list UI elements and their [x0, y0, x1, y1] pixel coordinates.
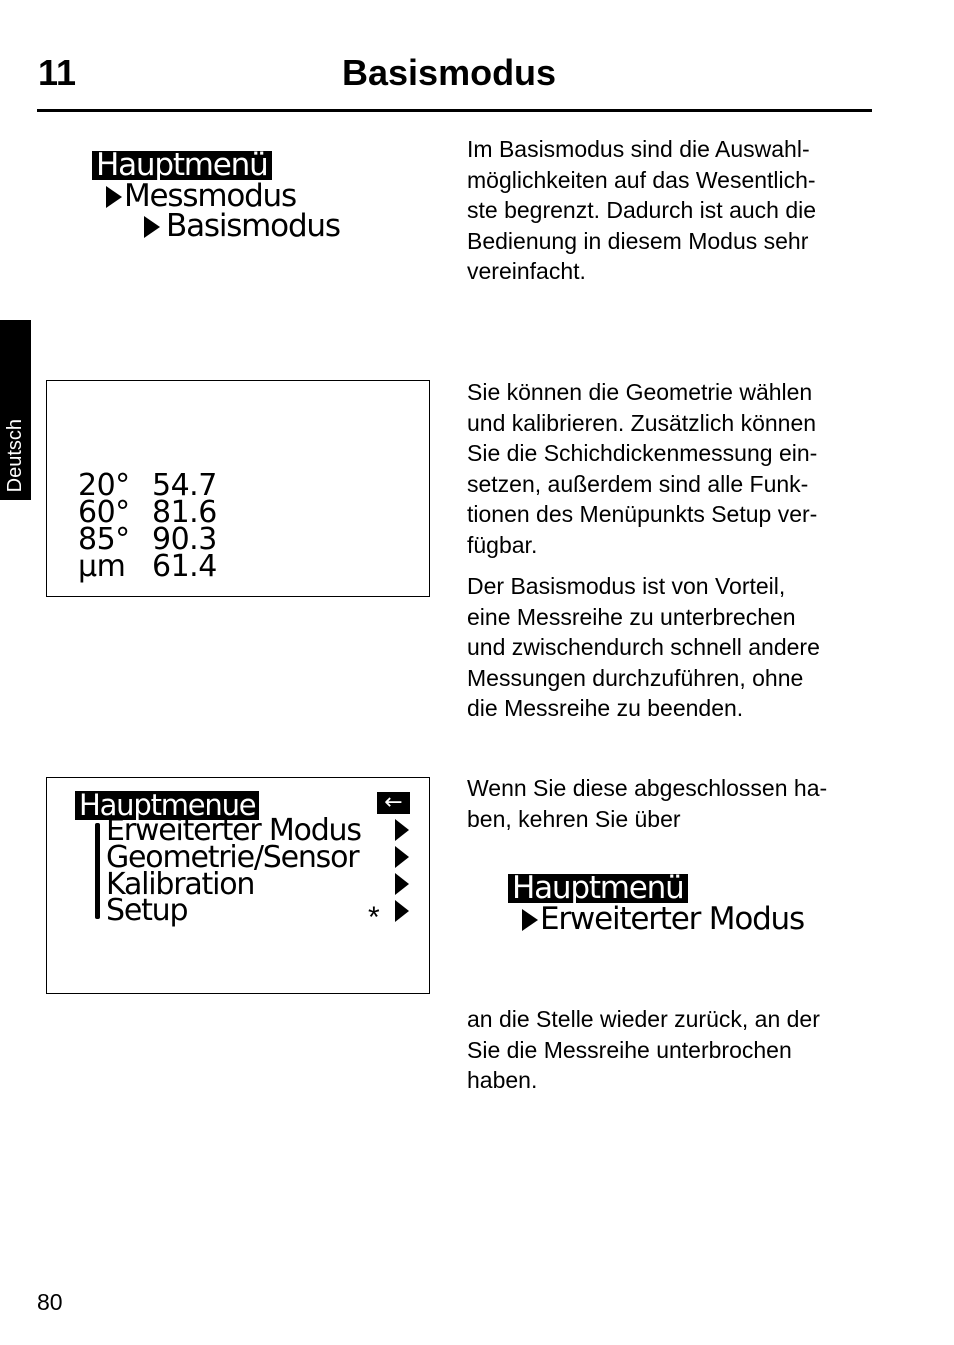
text-line: Der Basismodus ist von Vorteil, [467, 573, 786, 599]
gloss-value: 81.6 [152, 495, 217, 530]
text-line: tionen des Menüpunkts Setup ver- [467, 501, 818, 527]
text-line: Messungen durchzuführen, ohne [467, 664, 804, 691]
text-line: Bedienung in diesem Modus sehr [467, 227, 809, 254]
triangle-right-icon [522, 909, 538, 931]
menu-path-level2-label: Basismodus [166, 208, 340, 244]
menu-path-level1-label: Messmodus [124, 178, 296, 214]
text-line: ben, kehren Sie über [467, 805, 681, 832]
text-line: und zwischendurch schnell andere [467, 634, 820, 660]
menu-item-erweiterter-modus: Erweiterter Modus [106, 813, 361, 848]
thickness-unit: µm [78, 549, 126, 584]
gloss-value: 90.3 [152, 522, 217, 557]
chevron-right-icon [395, 900, 411, 925]
text-line: vereinfacht. [467, 258, 586, 284]
menu-path2-root [508, 870, 688, 906]
text-line: und kalibrieren. Zusätzlich können [467, 409, 817, 436]
text-line: haben. [467, 1067, 538, 1093]
chapter-number: 11 [38, 52, 77, 93]
gloss-angle: 85° [78, 522, 130, 557]
text-line: Sie können die Geometrie wählen [467, 379, 813, 405]
thickness-value: 61.4 [152, 549, 217, 584]
paragraph-intro [467, 134, 877, 287]
menu-path-root [92, 147, 272, 183]
text-line: fügbar. [467, 531, 538, 558]
setup-marker: * [368, 901, 380, 934]
paragraph-return [467, 773, 877, 834]
paragraph-features [467, 377, 877, 560]
text-line: Im Basismodus sind die Auswahl- [467, 136, 810, 162]
text-line: Sie die Schichdickenmessung ein- [467, 440, 818, 466]
text-line: an die Stelle wieder zurück, an der [467, 1006, 820, 1032]
gloss-reading-row [78, 549, 217, 584]
text-line: die Messreihe zu beenden. [467, 695, 744, 721]
gloss-angle: 20° [78, 468, 130, 503]
language-tab-label: Deutsch [4, 418, 26, 492]
menu-path2-level1-label: Erweiterter Modus [540, 901, 804, 937]
text-line: eine Messreihe zu unterbrechen [467, 603, 796, 630]
back-arrow-icon: ← [377, 792, 410, 814]
chevron-right-icon [395, 819, 411, 844]
chevron-right-icon [395, 846, 411, 871]
text-line: möglichkeiten auf das Wesentlich- [467, 166, 816, 193]
page-number: 80 [37, 1289, 63, 1315]
menu-path-level2 [144, 208, 340, 244]
text-line: Sie die Messreihe unterbrochen [467, 1036, 792, 1063]
triangle-right-icon [144, 216, 160, 238]
menu-item-kalibration: Kalibration [106, 867, 255, 902]
paragraph-resume [467, 1004, 877, 1096]
chevron-right-icon [395, 873, 411, 898]
menu-path-level1 [106, 178, 296, 214]
menu-path-root-label: Hauptmenü [92, 151, 272, 180]
gloss-angle: 60° [78, 495, 130, 530]
text-line: ste begrenzt. Dadurch ist auch die [467, 197, 817, 223]
triangle-right-icon [106, 186, 122, 208]
language-tab [0, 320, 31, 500]
header-rule [37, 109, 872, 112]
main-menu-title-label: Hauptmenue [75, 791, 259, 820]
menu-path2-level1 [522, 901, 804, 937]
text-line: Wenn Sie diese abgeschlossen ha- [467, 775, 828, 801]
menu-item-setup: Setup [106, 893, 188, 928]
paragraph-advantage [467, 571, 877, 724]
menu-scrollbar [95, 823, 100, 919]
gloss-value: 54.7 [152, 468, 217, 503]
gloss-reading-list [78, 468, 217, 584]
menu-item-geometrie-sensor: Geometrie/Sensor [106, 840, 359, 875]
menu-path2-root-label: Hauptmenü [508, 874, 688, 903]
text-line: setzen, außerdem sind alle Funk- [467, 470, 809, 497]
chapter-title: Basismodus [342, 52, 557, 93]
